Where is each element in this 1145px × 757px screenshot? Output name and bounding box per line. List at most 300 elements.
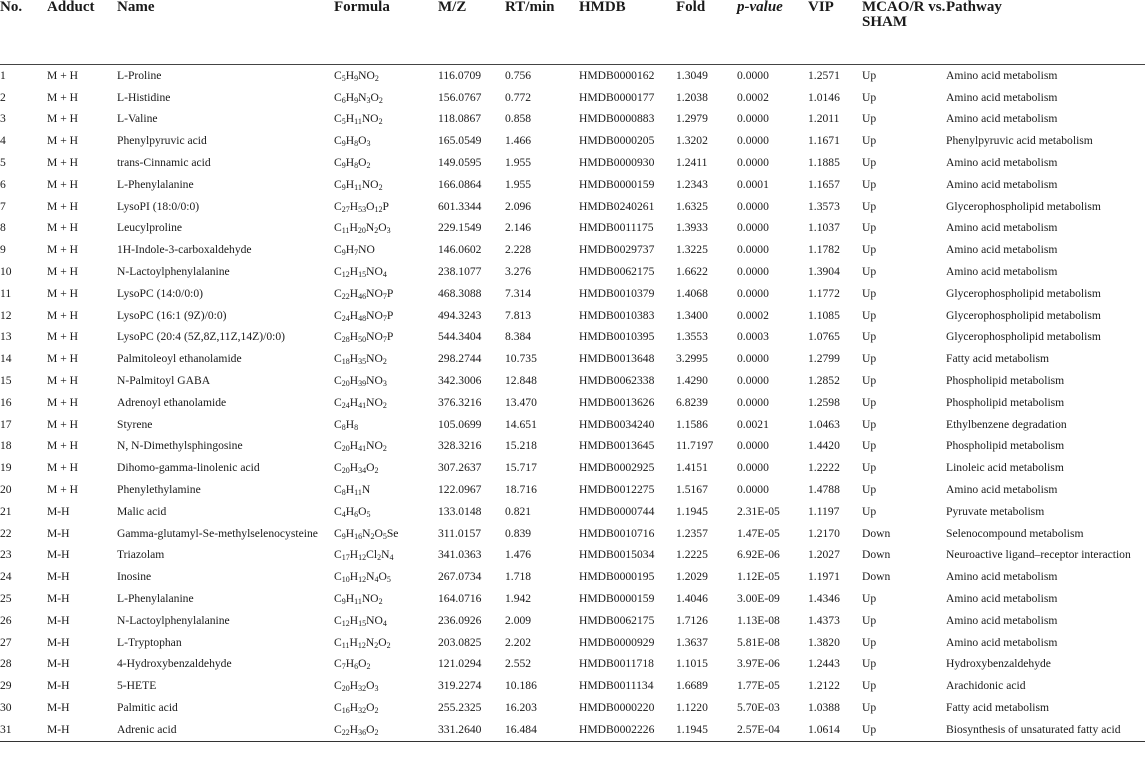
cell-vip: 1.1037: [808, 221, 840, 235]
cell-adduct: M + H: [47, 330, 79, 344]
cell-no: 18: [0, 439, 12, 453]
table-row: [0, 545, 1145, 567]
formula-subscript: 9: [354, 73, 359, 83]
cell-rt: 7.813: [505, 308, 532, 322]
cell-name: L-Valine: [117, 112, 158, 126]
formula-subscript: 2: [382, 444, 387, 454]
cell-fold: 1.4151: [676, 461, 708, 475]
cell-hmdb: HMDB0002925: [579, 461, 655, 475]
formula-element: C: [334, 221, 342, 235]
formula-subscript: 3: [366, 95, 371, 105]
cell-vip: 1.0146: [808, 90, 840, 104]
table-row: [0, 588, 1145, 610]
cell-pathway: Arachidonic acid: [946, 679, 1026, 693]
cell-pvalue: 6.92E-06: [737, 548, 780, 562]
cell-fold: 11.7197: [676, 439, 714, 453]
cell-name: Gamma-glutamyl-Se-methylselenocysteine: [117, 526, 318, 540]
cell-no: 16: [0, 395, 12, 409]
cell-mz: 156.0767: [438, 90, 482, 104]
cell-rt: 1.466: [505, 134, 532, 148]
cell-pathway: Amino acid metabolism: [946, 483, 1058, 497]
cell-rt: 14.651: [505, 417, 537, 431]
cell-rt: 1.476: [505, 548, 532, 562]
cell-formula: [334, 719, 438, 741]
cell-direction: Down: [862, 526, 891, 540]
cell-rt: 1.942: [505, 592, 532, 606]
cell-vip: 1.3573: [808, 199, 840, 213]
cell-vip: 1.2222: [808, 461, 840, 475]
cell-fold: 1.2029: [676, 570, 708, 584]
cell-adduct: M-H: [47, 504, 70, 518]
cell-rt: 2.228: [505, 243, 532, 257]
cell-mz: 203.0825: [438, 635, 482, 649]
cell-no: 11: [0, 286, 12, 300]
cell-pvalue: 0.0002: [737, 90, 769, 104]
cell-direction: Up: [862, 483, 877, 497]
cell-mz: 238.1077: [438, 265, 482, 279]
formula-element: C: [334, 548, 342, 562]
formula-element: N: [366, 570, 375, 584]
cell-pathway: Glycerophospholipid metabolism: [946, 330, 1101, 344]
formula-element: H: [349, 330, 359, 344]
cell-pathway: Phospholipid metabolism: [946, 374, 1065, 388]
cell-pathway: Amino acid metabolism: [946, 243, 1058, 257]
formula-subscript: 12: [341, 618, 350, 628]
cell-pathway: Selenocompound metabolism: [946, 526, 1084, 540]
cell-pathway: Amino acid metabolism: [946, 68, 1058, 82]
cell-fold: 3.2995: [676, 352, 708, 366]
formula-subscript: 2: [374, 706, 379, 715]
formula-subscript: 8: [341, 422, 346, 432]
cell-formula: [334, 436, 438, 458]
table-row: [0, 283, 1145, 305]
cell-no: 2: [0, 90, 6, 104]
formula-element: NO: [366, 613, 383, 627]
table-row: [0, 479, 1145, 501]
cell-pvalue: 0.0000: [737, 461, 769, 475]
formula-subscript: 2: [374, 640, 379, 650]
cell-pvalue: 0.0000: [737, 156, 769, 170]
cell-name: Phenylethylamine: [117, 483, 201, 497]
cell-formula: [334, 392, 438, 414]
table-row: [0, 719, 1145, 741]
cell-no: 25: [0, 592, 12, 606]
cell-formula: [334, 152, 438, 174]
cell-fold: 1.4068: [676, 286, 708, 300]
formula-subscript: 2: [382, 357, 387, 367]
cell-mz: 468.3088: [438, 286, 482, 300]
table-row: [0, 632, 1145, 654]
cell-vip: 1.4788: [808, 483, 840, 497]
cell-fold: 1.2411: [676, 156, 708, 170]
cell-vip: 1.0614: [808, 719, 862, 741]
cell-rt: 2.009: [505, 613, 532, 627]
formula-subscript: 2: [378, 597, 383, 607]
formula-subscript: 3: [374, 684, 379, 694]
table-row: [0, 654, 1145, 676]
cell-pathway: Amino acid metabolism: [946, 112, 1058, 126]
formula-element: P: [386, 308, 394, 322]
formula-element: O: [358, 134, 367, 148]
cell-vip: 1.4420: [808, 439, 840, 453]
cell-name: L-Proline: [117, 68, 162, 82]
cell-mz: 165.0549: [438, 134, 482, 148]
cell-name: LysoPI (18:0/0:0): [117, 199, 200, 213]
cell-vip: 1.0765: [808, 330, 840, 344]
cell-rt: 16.484: [505, 719, 579, 741]
formula-subscript: 9: [341, 597, 346, 607]
formula-element: H: [349, 199, 359, 213]
cell-hmdb: HMDB0240261: [579, 199, 655, 213]
cell-rt: 1.955: [505, 177, 532, 191]
cell-hmdb: HMDB0000195: [579, 570, 655, 584]
formula-element: H: [349, 635, 358, 649]
cell-name: LysoPC (20:4 (5Z,8Z,11Z,14Z)/0:0): [117, 330, 285, 344]
formula-subscript: 9: [341, 182, 346, 192]
cell-no: 26: [0, 613, 12, 627]
formula-element: NO: [361, 112, 379, 126]
cell-pvalue: 3.97E-06: [737, 657, 780, 671]
table-row: [0, 523, 1145, 545]
cell-formula: [334, 632, 438, 654]
cell-no: 10: [0, 265, 12, 279]
cell-hmdb: HMDB0062175: [579, 613, 655, 627]
cell-hmdb: HMDB0000930: [579, 156, 655, 170]
cell-fold: 1.1015: [676, 657, 708, 671]
cell-direction: Up: [862, 308, 877, 322]
cell-fold: 6.8239: [676, 395, 708, 409]
formula-element: C: [334, 570, 342, 584]
cell-no: 3: [0, 112, 6, 126]
formula-element: C: [334, 308, 342, 322]
cell-mz: 122.0967: [438, 483, 482, 497]
cell-adduct: M-H: [47, 526, 70, 540]
table-row: [0, 697, 1145, 719]
formula-element: O: [378, 635, 387, 649]
formula-subscript: 20: [341, 379, 350, 389]
cell-direction: Up: [862, 112, 877, 126]
formula-element: H: [349, 722, 359, 736]
table-row: [0, 436, 1145, 458]
cell-rt: 18.716: [505, 483, 537, 497]
formula-element: NO: [358, 243, 375, 257]
cell-adduct: M + H: [47, 199, 79, 213]
cell-adduct: M + H: [47, 265, 79, 279]
formula-subscript: 6: [354, 662, 359, 672]
cell-name: trans-Cinnamic acid: [117, 156, 211, 170]
formula-element: Se: [386, 526, 399, 540]
cell-pvalue: 0.0000: [737, 199, 769, 213]
cell-no: 27: [0, 635, 12, 649]
cell-direction: Up: [862, 374, 877, 388]
cell-hmdb: HMDB0000744: [579, 504, 655, 518]
formula-element: H: [349, 286, 359, 300]
cell-mz: 133.0148: [438, 504, 482, 518]
cell-no: 24: [0, 570, 12, 584]
cell-rt: 2.202: [505, 635, 532, 649]
formula-element: H: [345, 68, 355, 82]
cell-adduct: M + H: [47, 90, 79, 104]
cell-vip: 1.1772: [808, 286, 840, 300]
cell-formula: [334, 675, 438, 697]
cell-pathway: Glycerophospholipid metabolism: [946, 286, 1101, 300]
cell-formula: [334, 479, 438, 501]
cell-fold: 1.2225: [676, 548, 708, 562]
formula-element: C: [334, 592, 342, 606]
table-row: [0, 675, 1145, 697]
formula-element: C: [334, 243, 342, 257]
formula-element: N: [365, 635, 375, 649]
header-mz: M/Z: [438, 0, 467, 15]
cell-mz: 267.0734: [438, 570, 482, 584]
cell-direction: Up: [862, 701, 877, 714]
formula-subscript: 48: [358, 313, 367, 323]
formula-element: C: [334, 352, 342, 366]
table-body: [0, 65, 1145, 742]
header-formula: Formula: [334, 0, 390, 15]
formula-subscript: 20: [341, 684, 350, 694]
formula-element: C: [334, 701, 342, 714]
cell-name: 4-Hydroxybenzaldehyde: [117, 657, 232, 671]
cell-mz: 342.3006: [438, 374, 482, 388]
formula-subscript: 5: [382, 531, 387, 541]
cell-rt: 0.839: [505, 526, 532, 540]
cell-rt: 15.218: [505, 439, 537, 453]
cell-formula: [334, 348, 438, 370]
formula-subscript: 9: [341, 248, 346, 258]
cell-direction: Up: [862, 352, 877, 366]
cell-rt: 1.718: [505, 570, 532, 584]
cell-fold: 1.2979: [676, 112, 708, 126]
cell-hmdb: HMDB0000159: [579, 177, 655, 191]
header-pvalue-text: p-value: [737, 0, 783, 15]
cell-vip: 1.1671: [808, 134, 840, 148]
formula-subscript: 46: [358, 291, 367, 301]
formula-subscript: 11: [354, 597, 362, 607]
cell-direction: Up: [862, 657, 877, 671]
formula-subscript: 8: [341, 488, 346, 498]
cell-pathway: Hydroxybenzaldehyde: [946, 657, 1051, 671]
cell-formula: [334, 610, 438, 632]
formula-element: N: [381, 548, 390, 562]
formula-element: P: [382, 199, 389, 213]
cell-adduct: M + H: [47, 112, 79, 126]
cell-no: 23: [0, 548, 12, 562]
formula-subscript: 22: [341, 291, 350, 301]
formula-element: NO: [366, 308, 383, 322]
cell-formula: [334, 218, 438, 240]
cell-fold: 1.3400: [676, 308, 708, 322]
cell-hmdb: HMDB0010379: [579, 286, 655, 300]
formula-subscript: 9: [341, 531, 346, 541]
cell-name: Inosine: [117, 570, 152, 584]
cell-formula: [334, 283, 438, 305]
formula-subscript: 2: [374, 226, 379, 236]
cell-vip: 1.2443: [808, 657, 840, 671]
cell-hmdb: HMDB0002226: [579, 719, 676, 741]
cell-rt: 3.276: [505, 265, 532, 279]
formula-subscript: 7: [382, 291, 387, 301]
formula-subscript: 8: [354, 422, 359, 432]
cell-pathway: Amino acid metabolism: [946, 156, 1058, 170]
formula-element: C: [334, 526, 342, 540]
formula-element: NO: [361, 592, 379, 606]
formula-element: C: [334, 395, 342, 409]
cell-pvalue: 0.0000: [737, 286, 769, 300]
formula-element: H: [349, 395, 359, 409]
cell-pvalue: 0.0000: [737, 265, 769, 279]
cell-hmdb: HMDB0062338: [579, 374, 655, 388]
formula-subscript: 20: [341, 466, 350, 476]
cell-pathway: Amino acid metabolism: [946, 265, 1058, 279]
formula-subscript: 2: [374, 466, 379, 476]
header-row: [0, 0, 1145, 65]
cell-fold: 1.2343: [676, 177, 708, 191]
cell-fold: 1.4290: [676, 374, 708, 388]
formula-element: C: [334, 112, 342, 126]
formula-element: C: [334, 134, 342, 148]
cell-pathway: Amino acid metabolism: [946, 221, 1058, 235]
formula-subscript: 7: [354, 248, 359, 258]
cell-direction: Up: [862, 439, 877, 453]
cell-pvalue: 1.13E-08: [737, 613, 780, 627]
cell-pathway: Phospholipid metabolism: [946, 439, 1065, 453]
formula-subscript: 20: [357, 226, 366, 236]
cell-adduct: M + H: [47, 221, 79, 235]
cell-name: Adrenoyl ethanolamide: [117, 395, 227, 409]
cell-fold: 1.6622: [676, 265, 708, 279]
cell-formula: [334, 109, 438, 131]
header-vip: VIP: [808, 0, 834, 15]
cell-direction: Up: [862, 68, 877, 82]
formula-element: H: [349, 679, 359, 693]
cell-rt: 0.772: [505, 90, 532, 104]
formula-subscript: 2: [378, 117, 383, 127]
cell-hmdb: HMDB0013645: [579, 439, 655, 453]
formula-subscript: 12: [374, 204, 383, 214]
cell-adduct: M + H: [47, 308, 79, 322]
cell-fold: 1.1945: [676, 504, 708, 518]
header-mcao: MCAO/R vs. SHAM: [862, 0, 946, 30]
formula-element: C: [334, 156, 342, 170]
cell-adduct: M-H: [47, 657, 70, 671]
table-row: [0, 261, 1145, 283]
cell-pvalue: 0.0000: [737, 439, 769, 453]
formula-subscript: 41: [358, 444, 367, 454]
cell-hmdb: HMDB0034240: [579, 417, 655, 431]
cell-no: 30: [0, 701, 12, 714]
formula-subscript: 12: [341, 270, 350, 280]
formula-subscript: 28: [341, 335, 350, 345]
cell-no: 21: [0, 504, 12, 518]
formula-element: NO: [366, 352, 383, 366]
cell-direction: Up: [862, 679, 877, 693]
formula-element: P: [386, 330, 394, 344]
formula-subscript: 9: [341, 139, 346, 149]
formula-subscript: 2: [377, 553, 382, 563]
formula-element: H: [349, 221, 358, 235]
cell-direction: Up: [862, 265, 877, 279]
cell-formula: [334, 523, 438, 545]
formula-subscript: 2: [366, 161, 371, 171]
cell-direction: Up: [862, 330, 877, 344]
cell-no: 15: [0, 374, 12, 388]
formula-element: O: [358, 657, 367, 671]
cell-name: N-Palmitoyl GABA: [117, 374, 211, 388]
cell-vip: 1.3904: [808, 265, 840, 279]
table-row: [0, 610, 1145, 632]
cell-fold: 1.7126: [676, 613, 708, 627]
formula-element: C: [334, 613, 342, 627]
cell-rt: 16.203: [505, 701, 537, 714]
formula-element: N: [365, 221, 375, 235]
table-row: [0, 218, 1145, 240]
cell-direction: Up: [862, 461, 877, 475]
cell-hmdb: HMDB0000883: [579, 112, 655, 126]
cell-formula: [334, 196, 438, 218]
formula-element: O: [366, 461, 375, 475]
cell-mz: 121.0294: [438, 657, 482, 671]
formula-subscript: 32: [358, 706, 367, 715]
cell-hmdb: HMDB0062175: [579, 265, 655, 279]
formula-element: C: [334, 374, 342, 388]
cell-name: Dihomo-gamma-linolenic acid: [117, 461, 260, 475]
formula-element: H: [345, 657, 355, 671]
table-row: [0, 65, 1145, 87]
header-pathway: Pathway: [946, 0, 1002, 15]
cell-name: Triazolam: [117, 548, 165, 562]
cell-pvalue: 0.0000: [737, 483, 769, 497]
cell-vip: 1.2799: [808, 352, 840, 366]
cell-hmdb: HMDB0011175: [579, 221, 654, 235]
cell-formula: [334, 305, 438, 327]
cell-adduct: M-H: [47, 592, 70, 606]
formula-subscript: 34: [358, 466, 367, 476]
cell-name: LysoPC (14:0/0:0): [117, 286, 203, 300]
cell-vip: 1.1657: [808, 177, 840, 191]
cell-pvalue: 1.77E-05: [737, 679, 780, 693]
cell-rt: 10.186: [505, 679, 537, 693]
cell-vip: 1.1885: [808, 156, 840, 170]
cell-mz: 544.3404: [438, 330, 482, 344]
cell-formula: [334, 545, 438, 567]
table-row: [0, 152, 1145, 174]
cell-direction: Up: [862, 134, 877, 148]
table-row: [0, 305, 1145, 327]
formula-subscript: 6: [354, 509, 359, 519]
cell-mz: 236.0926: [438, 613, 482, 627]
cell-pvalue: 1.12E-05: [737, 570, 780, 584]
formula-element: H: [349, 439, 359, 453]
cell-pvalue: 1.47E-05: [737, 526, 780, 540]
formula-subscript: 32: [358, 684, 367, 694]
cell-direction: Up: [862, 243, 877, 257]
header-hmdb: HMDB: [579, 0, 626, 15]
formula-element: H: [345, 483, 355, 497]
cell-direction: Up: [862, 592, 877, 606]
cell-rt: 15.717: [505, 461, 537, 475]
formula-subscript: 3: [366, 139, 371, 149]
formula-subscript: 41: [358, 400, 367, 410]
cell-mz: 166.0864: [438, 177, 482, 191]
cell-vip: 1.1197: [808, 504, 840, 518]
cell-adduct: M + H: [47, 439, 79, 453]
cell-hmdb: HMDB0000177: [579, 90, 655, 104]
formula-subscript: 4: [341, 509, 346, 519]
header-rt: RT/min: [505, 0, 555, 15]
cell-pvalue: 0.0003: [737, 330, 769, 344]
formula-subscript: 12: [357, 640, 366, 650]
